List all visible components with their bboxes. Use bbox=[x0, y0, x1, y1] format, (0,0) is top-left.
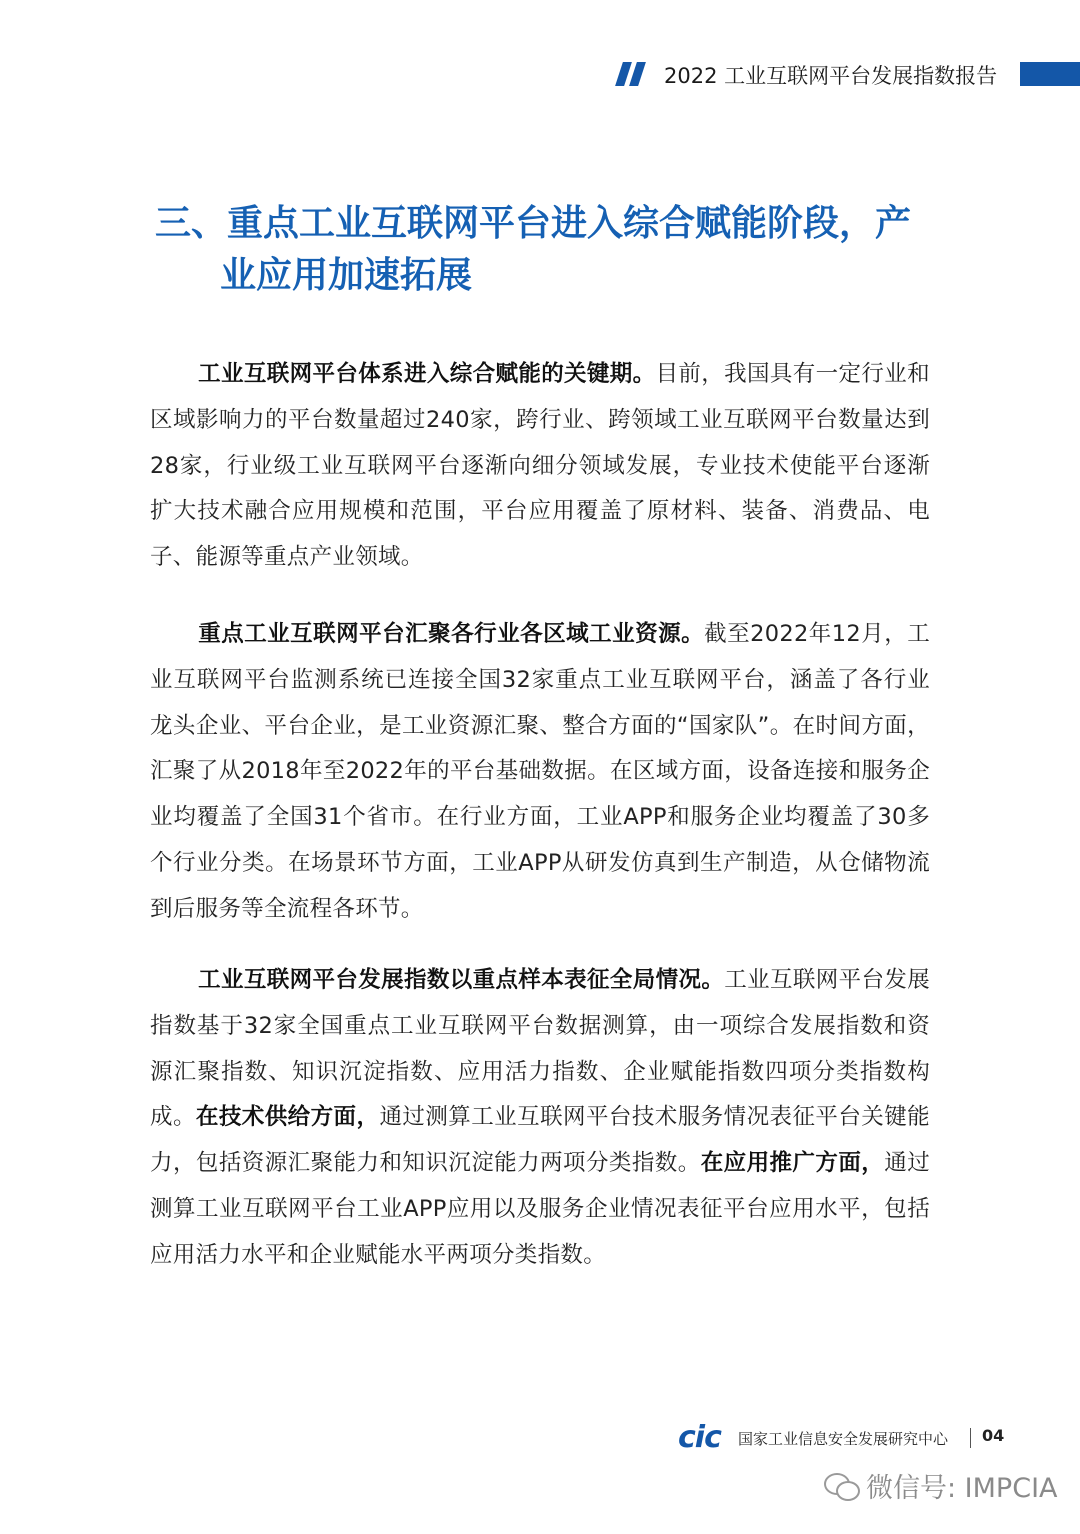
page-footer bbox=[0, 1420, 1080, 1460]
section-heading-line2: 业应用加速拓展 bbox=[220, 255, 473, 296]
paragraph-1-lead: 工业互联网平台体系进入综合赋能的关键期。 bbox=[198, 361, 656, 387]
report-title: 2022 工业互联网平台发展指数报告 bbox=[664, 64, 998, 88]
section-heading bbox=[155, 198, 945, 302]
section-heading-line1: 三、重点工业互联网平台进入综合赋能阶段，产 bbox=[155, 203, 912, 244]
page-header bbox=[0, 58, 1080, 92]
wechat-icon bbox=[822, 1471, 862, 1501]
header-slash-decoration bbox=[629, 62, 646, 86]
footer-organization: 国家工业信息安全发展研究中心 bbox=[738, 1430, 949, 1448]
paragraph-3-subhead-application: 在应用推广方面， bbox=[700, 1150, 885, 1177]
paragraph-2-lead: 重点工业互联网平台汇聚各行业各区域工业资源。 bbox=[198, 621, 705, 647]
paragraph-3-body-1: 工业互联网平台发展指数基于32家全国重点工业互联网平台数据测算，由一项综合发展指数和资源汇聚指数、知识沉淀指数、应用活力指数、企业赋能指数四项分类指数构成。 bbox=[150, 967, 931, 1131]
paragraph-1-body: 目前，我国具有一定行业和区域影响力的平台数量超过240家，跨行业、跨领域工业互联网平台数量达到28家，行业级工业互联网平台逐渐向细分领域发展，专业技术使能平台逐渐扩大技术融合应用规模和范围，平台应用覆盖了原材料、装备、消费品、电子、能源等重点产业领域。 bbox=[150, 361, 930, 571]
watermark-text: 微信号: IMPCIA bbox=[866, 1473, 1058, 1504]
page-number: 04 bbox=[982, 1426, 1005, 1445]
paragraph-3 bbox=[150, 958, 930, 1279]
paragraph-3-body-3: 通过测算工业互联网平台工业APP应用以及服务企业情况表征平台应用水平，包括应用活力水平和企业赋能水平两项分类指数。 bbox=[150, 1150, 930, 1268]
header-accent-bar bbox=[1020, 62, 1080, 86]
paragraph-3-subhead-supply: 在技术供给方面， bbox=[195, 1104, 380, 1131]
paragraph-2 bbox=[150, 612, 930, 933]
cic-logo: cic bbox=[678, 1420, 721, 1455]
paragraph-1 bbox=[150, 352, 930, 581]
paragraph-3-lead: 工业互联网平台发展指数以重点样本表征全局情况。 bbox=[198, 967, 725, 993]
paragraph-3-body-2: 通过测算工业互联网平台技术服务情况表征平台关键能力，包括资源汇聚能力和知识沉淀能力两项分类指数。 bbox=[150, 1104, 930, 1177]
wechat-watermark bbox=[822, 1466, 1058, 1506]
footer-divider bbox=[970, 1428, 971, 1448]
paragraph-2-body: 截至2022年12月，工业互联网平台监测系统已连接全国32家重点工业互联网平台，涵盖了各行业龙头企业、平台企业，是工业资源汇聚、整合方面的“国家队”。在时间方面，汇聚了从2018年至2022年的平台基础数据。在区域方面，设备连接和服务企业均覆盖了全国31个省市。在行业方面，工业APP和服务企业均覆盖了30多个行业分类。在场景环节方面，工业APP从研发仿真到生产制造，从仓储物流到后服务等全流程各环节。 bbox=[150, 621, 930, 922]
